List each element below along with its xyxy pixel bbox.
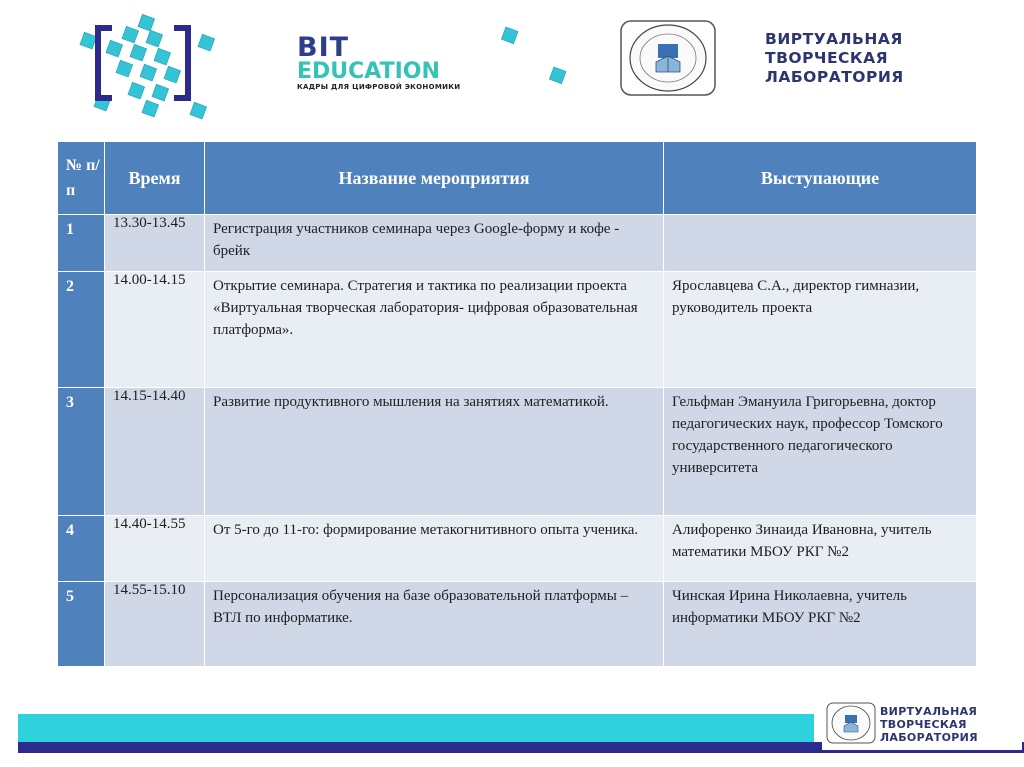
- table-row: [58, 582, 977, 667]
- decorative-cube-icon: [500, 26, 520, 46]
- column-header-speakers: Выступающие: [664, 142, 977, 215]
- footer-title-line: ТВОРЧЕСКАЯ: [880, 718, 967, 731]
- bit-logo-line1: BIT: [297, 32, 350, 63]
- row-number: 4: [58, 516, 105, 582]
- column-header-time: Время: [105, 142, 205, 215]
- footer-vtl-title: [880, 705, 978, 744]
- table-row: [58, 272, 977, 388]
- column-header-event: Название мероприятия: [205, 142, 664, 215]
- row-number: 5: [58, 582, 105, 667]
- vtl-title-logo: [765, 30, 904, 87]
- row-number: 2: [58, 272, 105, 388]
- bit-logo-line2: EDUCATION: [297, 59, 440, 84]
- row-event: Персонализация обучения на базе образовательной платформы – ВТЛ по информатике.: [205, 582, 664, 667]
- footer-title-line: ЛАБОРАТОРИЯ: [880, 731, 978, 744]
- gymnasium-seal-icon: [826, 702, 876, 744]
- gymnasium-seal-logo: [620, 20, 716, 96]
- table-row: [58, 516, 977, 582]
- cube-bracket-logo: [78, 12, 228, 127]
- bit-logo-tagline: КАДРЫ ДЛЯ ЦИФРОВОЙ ЭКОНОМИКИ: [297, 83, 461, 91]
- row-event: Открытие семинара. Стратегия и тактика по реализации проекта «Виртуальная творческая лаборатория- цифровая образовательная платформа».: [205, 272, 664, 388]
- footer-title-line: ВИРТУАЛЬНАЯ: [880, 705, 978, 718]
- row-speakers: Алифоренко Зинаида Ивановна, учитель математики МБОУ РКГ №2: [664, 516, 977, 582]
- vtl-title-line: ЛАБОРАТОРИЯ: [765, 68, 904, 86]
- row-number: 1: [58, 215, 105, 272]
- column-header-number: № п/п: [58, 142, 105, 215]
- decorative-cube-icon: [548, 66, 568, 86]
- vtl-title-line: ВИРТУАЛЬНАЯ: [765, 30, 903, 48]
- footer-teal-bar: [18, 714, 814, 742]
- footer-vtl-logo: [822, 700, 1022, 750]
- row-time: 14.40-14.55: [105, 516, 205, 582]
- vtl-title-line: ТВОРЧЕСКАЯ: [765, 49, 889, 67]
- row-time: 14.00-14.15: [105, 272, 205, 388]
- table-header-row: [58, 142, 977, 215]
- row-speakers: Ярославцева С.А., директор гимназии, руководитель проекта: [664, 272, 977, 388]
- bit-education-logo: [297, 32, 467, 96]
- row-time: 13.30-13.45: [105, 215, 205, 272]
- schedule-table: [57, 141, 977, 667]
- row-event: От 5-го до 11-го: формирование метакогнитивного опыта ученика.: [205, 516, 664, 582]
- table-row: [58, 388, 977, 516]
- row-speakers: Чинская Ирина Николаевна, учитель информатики МБОУ РКГ №2: [664, 582, 977, 667]
- row-time: 14.55-15.10: [105, 582, 205, 667]
- table-row: [58, 215, 977, 272]
- row-event: Регистрация участников семинара через Google-форму и кофе - брейк: [205, 215, 664, 272]
- row-speakers: [664, 215, 977, 272]
- row-number: 3: [58, 388, 105, 516]
- row-speakers: Гельфман Эмануила Григорьевна, доктор педагогических наук, профессор Томского государственного педагогического университета: [664, 388, 977, 516]
- row-time: 14.15-14.40: [105, 388, 205, 516]
- row-event: Развитие продуктивного мышления на занятиях математикой.: [205, 388, 664, 516]
